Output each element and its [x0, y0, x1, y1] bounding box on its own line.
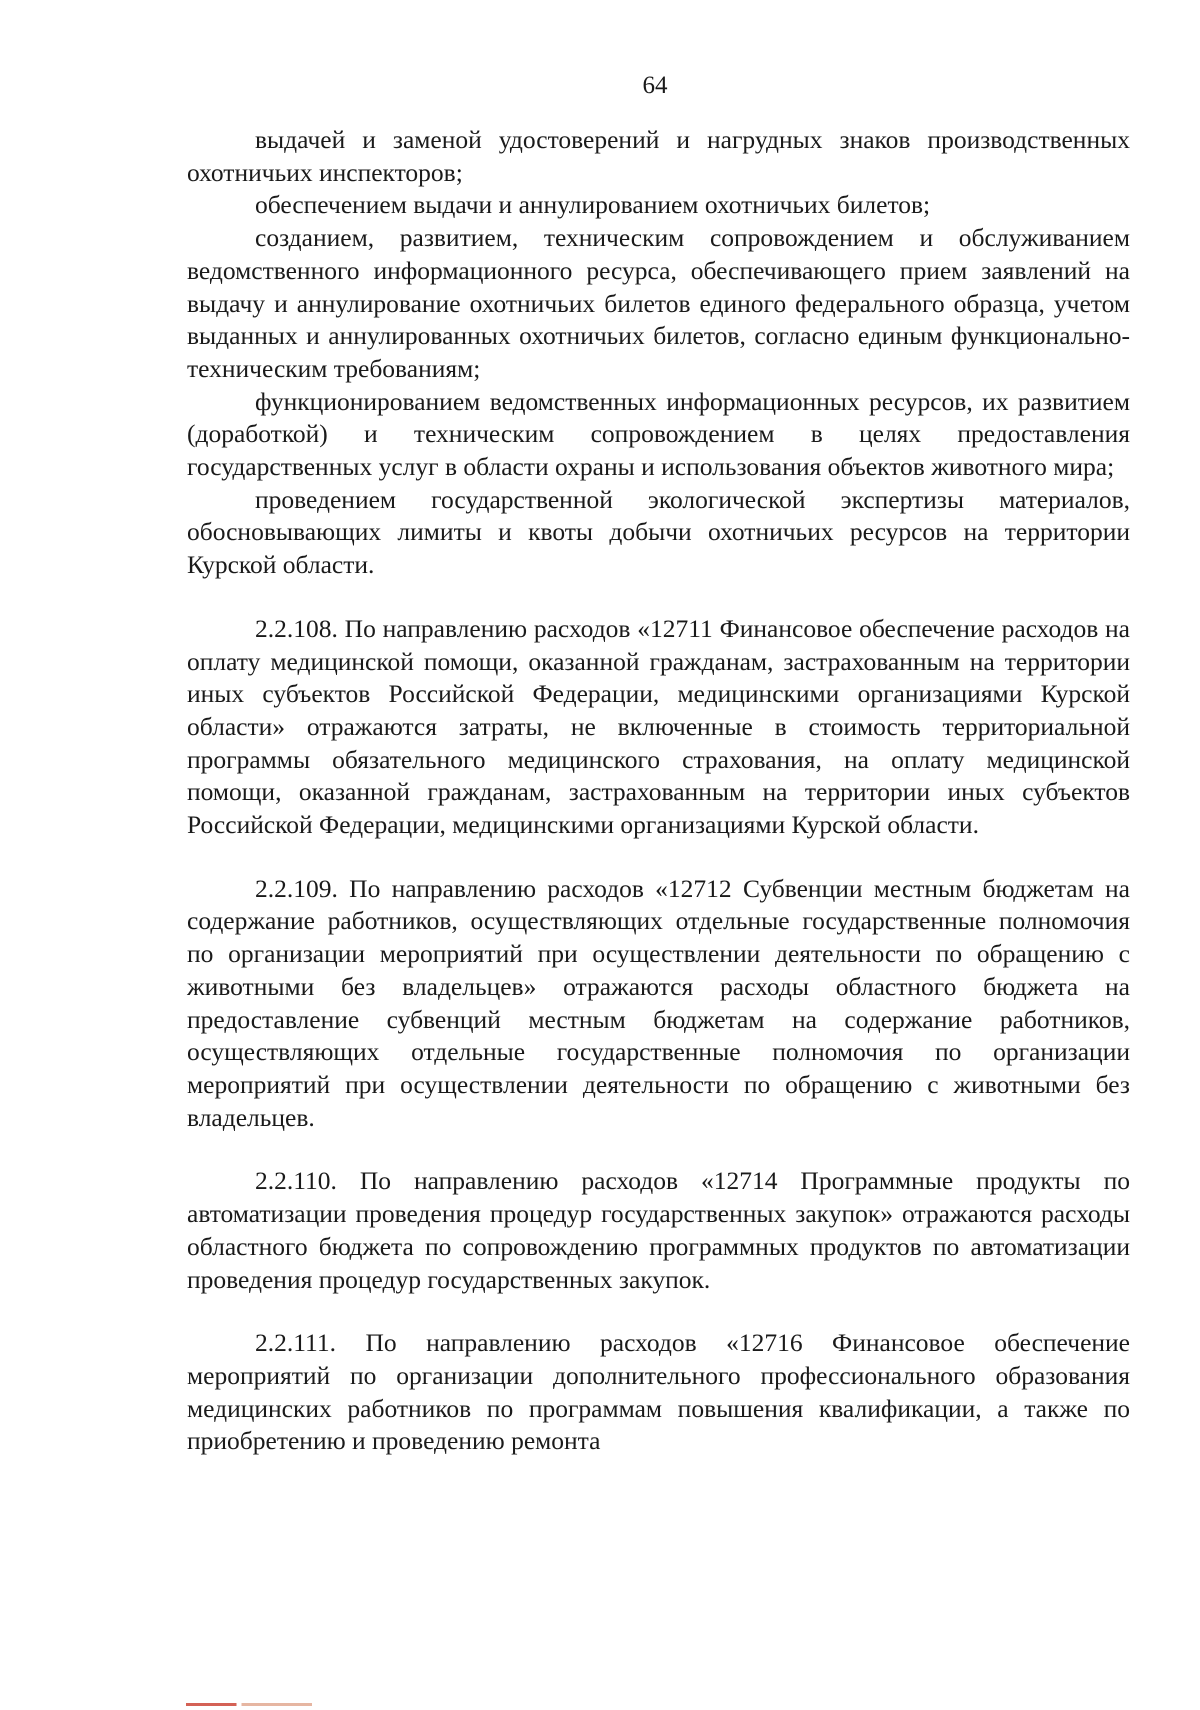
paragraph-hunting-inspectors: выдачей и заменой удостоверений и нагрудных знаков производственных охотничьих инспекторов; — [187, 125, 1130, 187]
paragraph-2-2-110: 2.2.110. По направлению расходов «12714 Программные продукты по автоматизации проведения процедур государственных закупок» отражаются расходы областного бюджета по сопровождению программных продуктов по автоматизации проведения процедур государственных закупок. — [187, 1166, 1130, 1294]
paragraph-departmental-resources: функционированием ведомственных информационных ресурсов, их развитием (доработкой) и техническим сопровождением в целях предоставления государственных услуг в области охраны и использования объектов животного мира; — [187, 386, 1130, 482]
paragraph-ecological-expertise: проведением государственной экологической экспертизы материалов, обосновывающих лимиты и квоты добычи охотничьих ресурсов на территории Курской области. — [187, 484, 1130, 580]
document-body — [187, 124, 1130, 1458]
paragraph-hunting-tickets: обеспечением выдачи и аннулированием охотничьих билетов; — [255, 190, 931, 220]
paragraph-2-2-108: 2.2.108. По направлению расходов «12711 Финансовое обеспечение расходов на оплату медицинской помощи, оказанной гражданам, застрахованным на территории иных субъектов Российской Федерации, медицинскими организациями Курской области» отражаются затраты, не включенные в стоимость территориальной программы обязательного медицинского страхования, на оплату медицинской помощи, оказанной гражданам, застрахованным на территории иных субъектов Российской Федерации, медицинскими организациями Курской области. — [187, 613, 1130, 840]
paragraph-2-2-109: 2.2.109. По направлению расходов «12712 Субвенции местным бюджетам на содержание работников, осуществляющих отдельные государственные полномочия по организации мероприятий при осуществлении деятельности по обращению с животными без владельцев» отражаются расходы областного бюджета на предоставление субвенций местным бюджетам на содержание работников, осуществляющих отдельные государственные полномочия по организации мероприятий при осуществлении деятельности по обращению с животными без владельцев. — [187, 873, 1130, 1132]
page-number: 64 — [642, 72, 668, 99]
scan-edge-mark — [186, 1703, 312, 1706]
paragraph-2-2-111: 2.2.111. По направлению расходов «12716 Финансовое обеспечение мероприятий по организации дополнительного профессионального образования медицинских работников по программам повышения квалификации, а также по приобретению и проведению ремонта — [187, 1328, 1130, 1456]
paragraph-information-resource: созданием, развитием, техническим сопровождением и обслуживанием ведомственного информационного ресурса, обеспечивающего прием заявлений на выдачу и аннулирование охотничьих билетов единого федерального образца, учетом выданных и аннулированных охотничьих билетов, согласно единым функционально-техническим требованиям; — [187, 223, 1130, 383]
